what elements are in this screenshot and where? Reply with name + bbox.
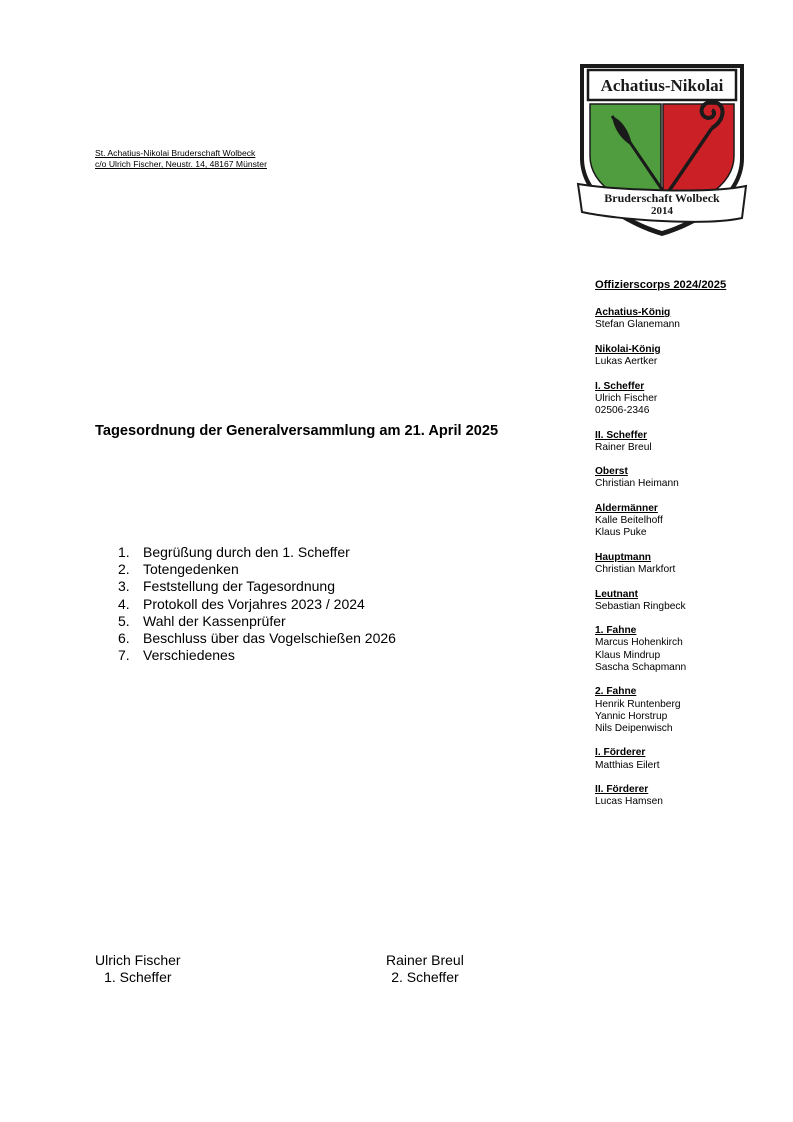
agenda-text: Protokoll des Vorjahres 2023 / 2024	[143, 595, 365, 612]
signature-name: Ulrich Fischer	[95, 952, 181, 968]
agenda-number: 5.	[118, 612, 130, 629]
signature-title: 2. Scheffer	[391, 969, 459, 985]
signature-name: Rainer Breul	[386, 952, 464, 968]
agenda-item	[118, 561, 396, 578]
role-block	[595, 552, 785, 576]
crest-year-text: 2014	[651, 205, 673, 217]
agenda-item	[118, 596, 396, 613]
agenda-number: 1.	[118, 544, 130, 560]
role-name: I. Förderer	[595, 747, 646, 759]
crest-banner-text: Bruderschaft Wolbeck	[604, 191, 720, 205]
agenda-item	[118, 544, 396, 561]
role-block	[595, 625, 785, 674]
role-member: Yannic Horstrup	[595, 710, 668, 722]
role-block	[595, 430, 785, 454]
sender-address	[95, 148, 267, 170]
brotherhood-crest-logo	[576, 60, 748, 240]
role-block	[595, 344, 785, 368]
role-member: Henrik Runtenberg	[595, 698, 681, 710]
role-block	[595, 381, 785, 418]
role-member: Ulrich Fischer	[595, 392, 658, 404]
signature-block-right	[386, 952, 464, 986]
agenda-number: 6.	[118, 630, 130, 647]
role-name: II. Scheffer	[595, 429, 648, 441]
role-name: Hauptmann	[595, 551, 652, 563]
role-member: Lucas Hamsen	[595, 796, 663, 808]
agenda-list	[118, 544, 396, 664]
agenda-text: Feststellung der Tagesordnung	[143, 578, 335, 595]
signature-block-left	[95, 952, 181, 986]
role-member: Klaus Mindrup	[595, 649, 661, 661]
role-name: 2. Fahne	[595, 686, 637, 698]
role-name: II. Förderer	[595, 784, 649, 796]
agenda-text: Totengedenken	[143, 561, 239, 578]
role-block	[595, 307, 785, 331]
agenda-number: 2.	[118, 561, 130, 578]
sidebar-title: Offizierscorps 2024/2025	[595, 279, 727, 291]
role-name: Oberst	[595, 466, 628, 478]
document-title: Tagesordnung der Generalversammlung am 21. April 2025	[95, 423, 499, 439]
role-member: Nils Deipenwisch	[595, 722, 673, 734]
role-member: Klaus Puke	[595, 527, 647, 539]
agenda-item	[118, 647, 396, 664]
role-member: Matthias Eilert	[595, 759, 660, 771]
role-block	[595, 466, 785, 490]
role-name: Nikolai-König	[595, 343, 661, 355]
role-block	[595, 503, 785, 540]
sender-line-2: c/o Ulrich Fischer, Neustr. 14, 48167 Münster	[95, 159, 267, 169]
agenda-number: 3.	[118, 578, 130, 595]
role-member: Rainer Breul	[595, 441, 652, 453]
agenda-item	[118, 613, 396, 630]
role-member: Christian Heimann	[595, 478, 679, 490]
agenda-text: Beschluss über das Vogelschießen 2026	[143, 630, 396, 647]
agenda-number: 7.	[118, 647, 130, 664]
signature-title: 1. Scheffer	[104, 969, 172, 985]
role-member: Stefan Glanemann	[595, 319, 680, 331]
agenda-text: Wahl der Kassenprüfer	[143, 612, 286, 629]
role-block	[595, 784, 785, 808]
role-member: Sebastian Ringbeck	[595, 600, 686, 612]
role-block	[595, 747, 785, 771]
agenda-item	[118, 578, 396, 595]
role-member: Kalle Beitelhoff	[595, 515, 663, 527]
role-block	[595, 686, 785, 735]
role-name: 1. Fahne	[595, 625, 637, 637]
agenda-text: Begrüßung durch den 1. Scheffer	[143, 544, 350, 560]
role-name: Aldermänner	[595, 502, 658, 514]
role-name: Leutnant	[595, 588, 639, 600]
role-phone: 02506-2346	[595, 405, 650, 417]
agenda-item	[118, 630, 396, 647]
role-name: I. Scheffer	[595, 380, 645, 392]
agenda-text: Verschiedenes	[143, 647, 235, 664]
role-member: Lukas Aertker	[595, 356, 658, 368]
officer-corps-sidebar	[595, 279, 785, 821]
role-member: Sascha Schapmann	[595, 661, 687, 673]
agenda-number: 4.	[118, 595, 130, 612]
crest-title-text: Achatius-Nikolai	[600, 76, 724, 95]
sender-line-1: St. Achatius-Nikolai Bruderschaft Wolbeck	[95, 148, 256, 158]
role-name: Achatius-König	[595, 307, 671, 319]
role-member: Christian Markfort	[595, 564, 676, 576]
role-member: Marcus Hohenkirch	[595, 637, 683, 649]
role-block	[595, 589, 785, 613]
